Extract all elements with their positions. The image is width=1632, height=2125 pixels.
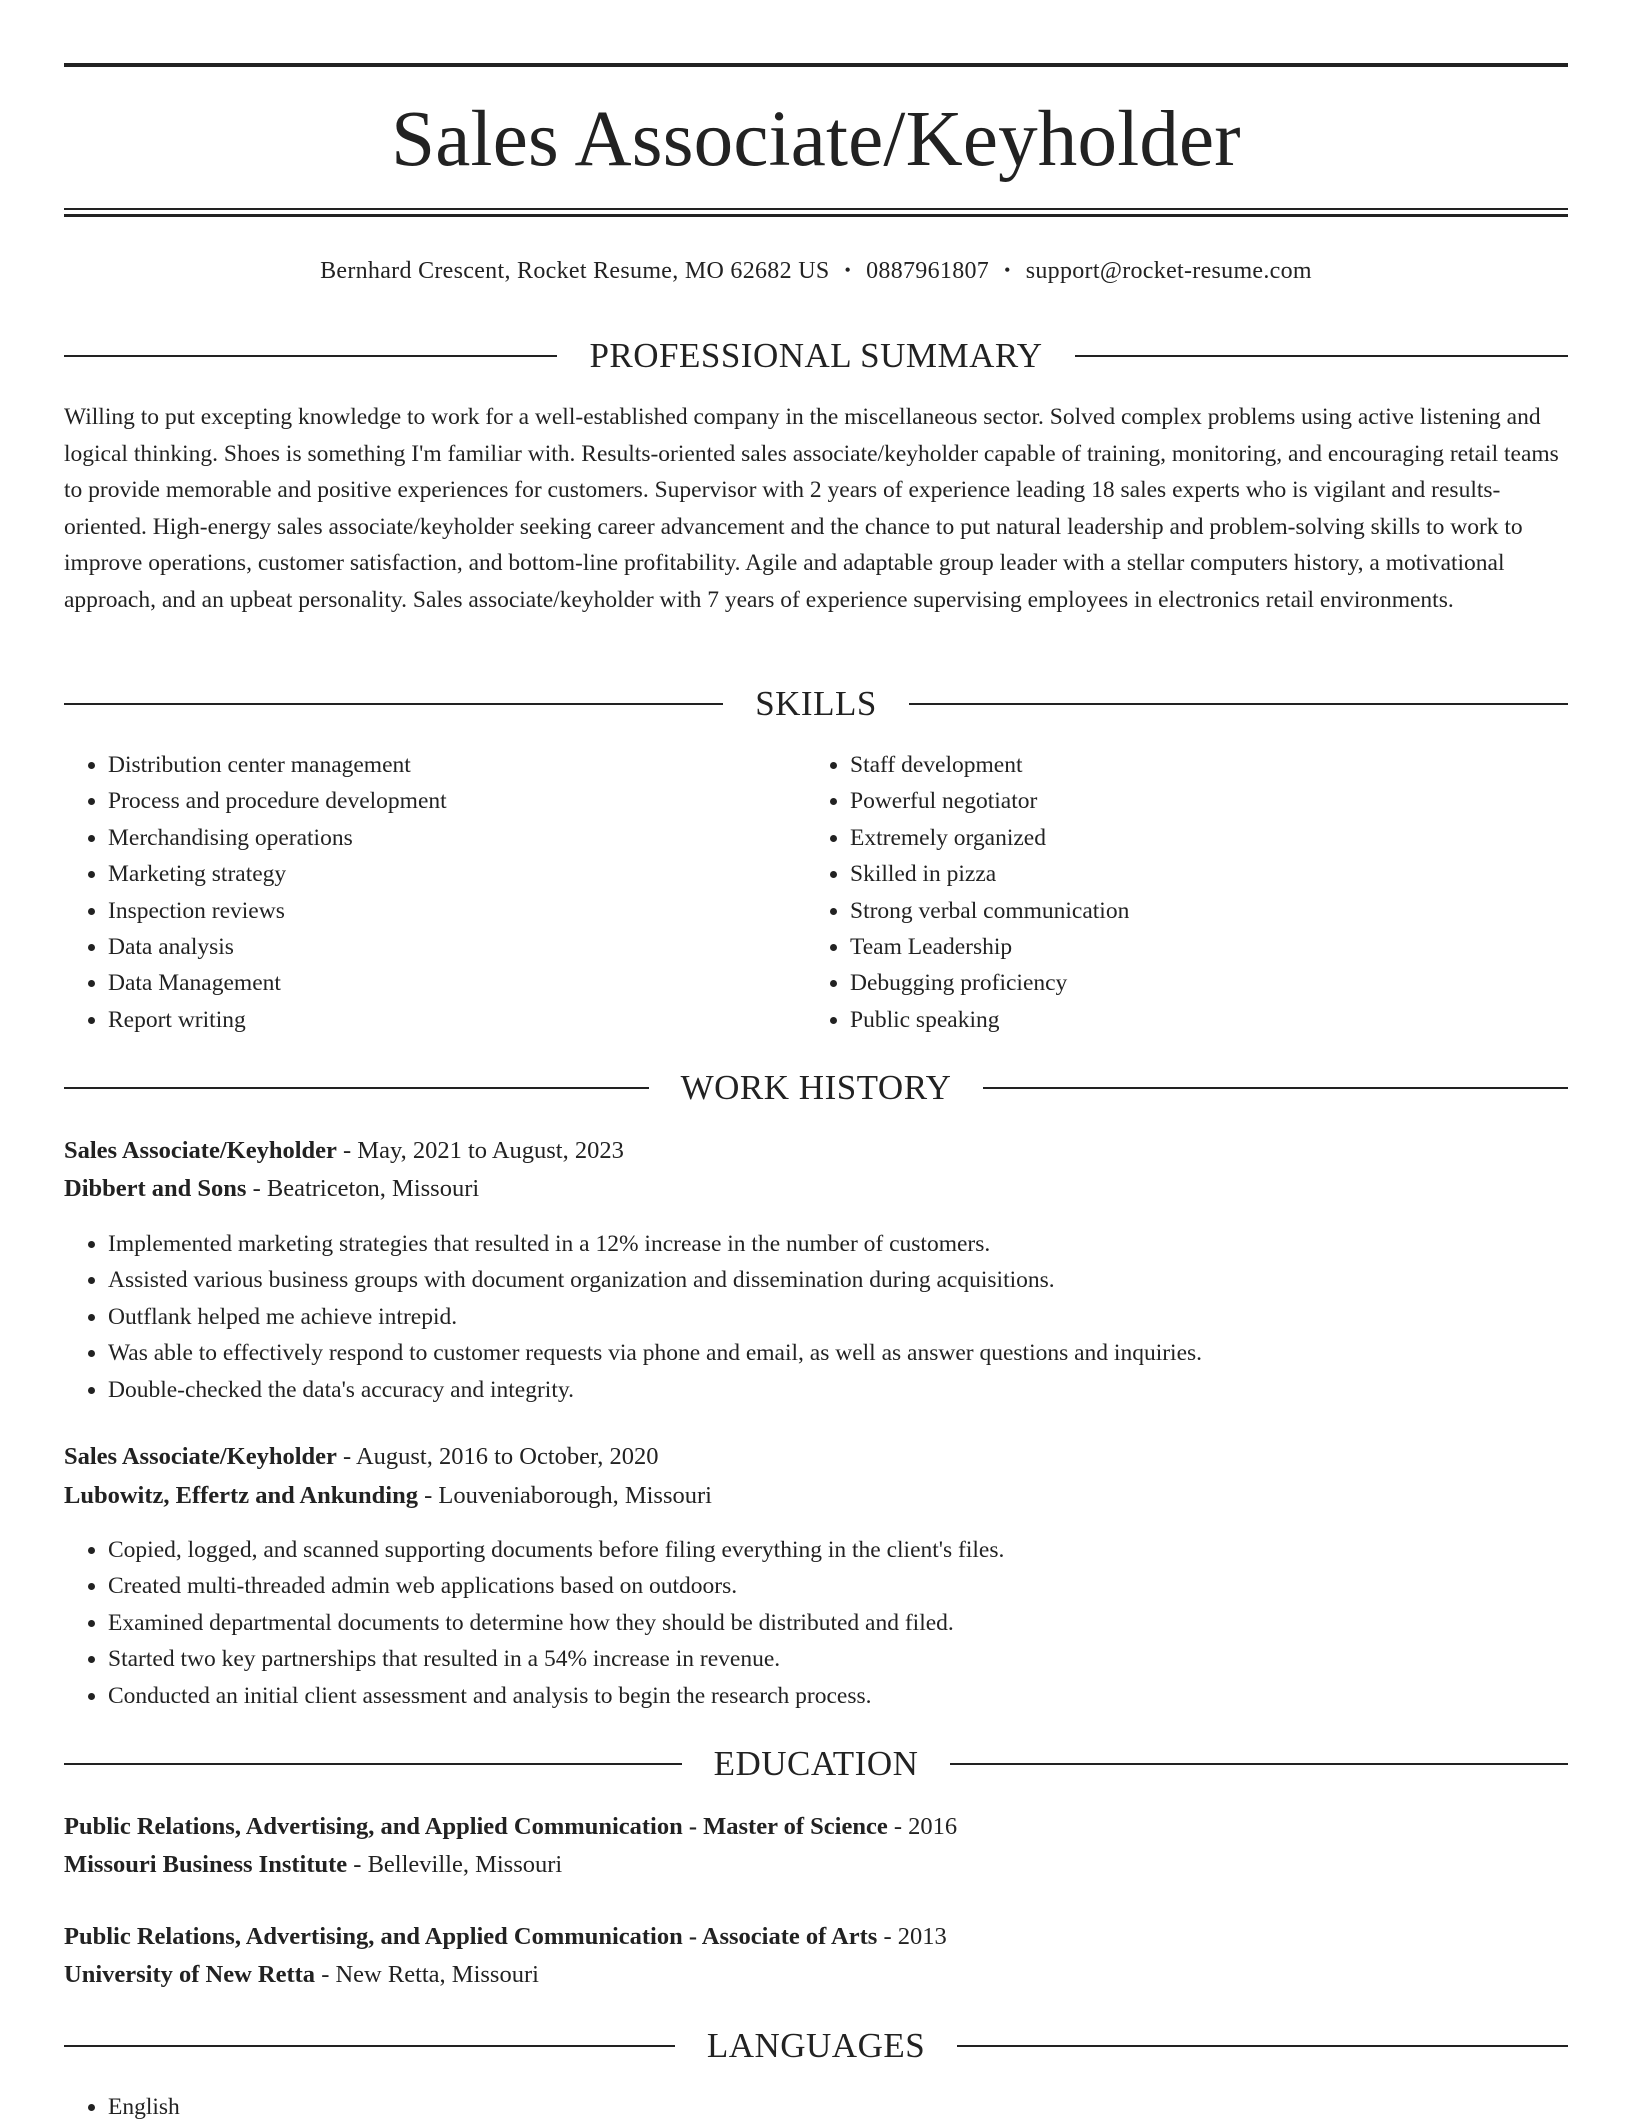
- skill-item: • Report writing: [108, 1002, 804, 1038]
- job-bullet: • Copied, logged, and scanned supporting documents before filing everything in the client's files.: [108, 1532, 1568, 1568]
- job-company-line: [64, 1478, 712, 1514]
- job-bullets: [64, 1226, 1568, 1408]
- languages-list: [64, 2089, 1568, 2125]
- contact-address: Bernhard Crescent, Rocket Resume, MO 62682 US: [320, 258, 830, 284]
- header-top-rule: [64, 63, 1568, 67]
- skill-item: • Inspection reviews: [108, 893, 804, 929]
- job-title-line: [64, 1133, 624, 1169]
- section-heading-skills: [64, 682, 1568, 726]
- skill-item: • Skilled in pizza: [850, 856, 1546, 892]
- contact-separator: •: [844, 260, 852, 280]
- job-location: - Beatriceton, Missouri: [246, 1175, 480, 1202]
- divider-line: [983, 1087, 1568, 1089]
- education-year: - 2016: [887, 1813, 958, 1840]
- skill-item: • Staff development: [850, 747, 1546, 783]
- language-item: • English: [108, 2089, 1568, 2125]
- job-bullet: • Was able to effectively respond to customer requests via phone and email, as well as answer questions and inquiries.: [108, 1335, 1568, 1371]
- divider-line: [950, 1763, 1568, 1765]
- education-year: - 2013: [877, 1923, 947, 1950]
- section-title: PROFESSIONAL SUMMARY: [589, 336, 1043, 375]
- job-title: Sales Associate/Keyholder: [64, 1137, 337, 1164]
- skills-column-right: [806, 747, 1546, 1038]
- divider-line: [909, 703, 1568, 705]
- job-company: Dibbert and Sons: [64, 1175, 247, 1202]
- skill-item: • Strong verbal communication: [850, 893, 1546, 929]
- education-school-line: [64, 1957, 539, 1993]
- job-title-line: [64, 1439, 658, 1475]
- skill-item: • Extremely organized: [850, 820, 1546, 856]
- job-bullet: • Double-checked the data's accuracy and integrity.: [108, 1372, 1568, 1408]
- header-rule-lower: [64, 214, 1568, 217]
- skill-item: • Merchandising operations: [108, 820, 804, 856]
- section-heading-work: [64, 1066, 1568, 1110]
- job-bullet: • Assisted various business groups with document organization and dissemination during acquisitions.: [108, 1262, 1568, 1298]
- candidate-name: Sales Associate/Keyholder: [391, 96, 1241, 183]
- divider-line: [1075, 355, 1568, 357]
- job-bullet: • Examined departmental documents to determine how they should be distributed and filed.: [108, 1605, 1568, 1641]
- education-location: - Belleville, Missouri: [347, 1851, 563, 1878]
- education-school-line: [64, 1847, 562, 1883]
- job-company: Lubowitz, Effertz and Ankunding: [64, 1482, 418, 1509]
- section-title: SKILLS: [755, 684, 877, 723]
- skill-item: • Team Leadership: [850, 929, 1546, 965]
- skills-column-left: [64, 747, 804, 1038]
- contact-email: support@rocket-resume.com: [1025, 258, 1312, 284]
- education-degree: Public Relations, Advertising, and Applied Communication - Master of Science: [64, 1813, 888, 1840]
- job-dates: - August, 2016 to October, 2020: [336, 1443, 659, 1470]
- skill-item: • Public speaking: [850, 1002, 1546, 1038]
- section-heading-education: [64, 1742, 1568, 1786]
- skill-item: • Marketing strategy: [108, 856, 804, 892]
- divider-line: [64, 2045, 675, 2047]
- divider-line: [64, 703, 723, 705]
- section-title: EDUCATION: [713, 1744, 919, 1783]
- skill-item: • Data Management: [108, 965, 804, 1001]
- skill-item: • Powerful negotiator: [850, 783, 1546, 819]
- job-dates: - May, 2021 to August, 2023: [336, 1137, 624, 1164]
- skill-item: • Data analysis: [108, 929, 804, 965]
- education-location: - New Retta, Missouri: [315, 1961, 539, 1988]
- education-degree-line: [64, 1919, 947, 1955]
- divider-line: [957, 2045, 1568, 2047]
- divider-line: [64, 1763, 682, 1765]
- contact-phone: 0887961807: [866, 258, 990, 284]
- education-school: Missouri Business Institute: [64, 1851, 348, 1878]
- contact-line: [64, 254, 1568, 289]
- divider-line: [64, 355, 557, 357]
- job-bullet: • Created multi-threaded admin web applications based on outdoors.: [108, 1568, 1568, 1604]
- section-heading-languages: [64, 2024, 1568, 2068]
- job-bullet: • Outflank helped me achieve intrepid.: [108, 1299, 1568, 1335]
- contact-separator: •: [1004, 260, 1011, 280]
- skill-item: • Process and procedure development: [108, 783, 804, 819]
- section-heading-summary: [64, 334, 1568, 378]
- job-location: - Louveniaborough, Missouri: [417, 1482, 712, 1509]
- job-title: Sales Associate/Keyholder: [64, 1443, 337, 1470]
- section-title: LANGUAGES: [706, 2026, 926, 2065]
- skill-item: • Debugging proficiency: [850, 965, 1546, 1001]
- section-title: WORK HISTORY: [680, 1068, 952, 1107]
- summary-text: Willing to put excepting knowledge to work for a well-established company in the miscellaneous sector. Solved complex problems using active listening and logical thinking. Shoes is something I'm familiar with. Results-oriented sales associate/keyholder capable of training, monitoring, and encouraging retail teams to provide memorable and positive experiences for customers. Supervisor with 2 years of experience leading 18 sales experts who is vigilant and results-oriented. High-energy sales associate/keyholder seeking career advancement and the chance to put natural leadership and problem-solving skills to work to improve operations, customer satisfaction, and bottom-line profitability. Agile and adaptable group leader with a stellar computers history, a motivational approach, and an upbeat personality. Sales associate/keyholder with 7 years of experience supervising employees in electronics retail environments.: [64, 404, 1559, 613]
- header-rule-upper: [64, 208, 1568, 210]
- job-bullet: • Implemented marketing strategies that resulted in a 12% increase in the number of customers.: [108, 1226, 1568, 1262]
- job-bullet: • Conducted an initial client assessment and analysis to begin the research process.: [108, 1678, 1568, 1714]
- job-bullet: • Started two key partnerships that resulted in a 54% increase in revenue.: [108, 1641, 1568, 1677]
- education-degree-line: [64, 1809, 957, 1845]
- skill-item: • Distribution center management: [108, 747, 804, 783]
- education-school: University of New Retta: [64, 1961, 316, 1988]
- divider-line: [64, 1087, 649, 1089]
- job-bullets: [64, 1532, 1568, 1714]
- job-company-line: [64, 1171, 479, 1207]
- education-degree: Public Relations, Advertising, and Applied Communication - Associate of Arts: [64, 1923, 878, 1950]
